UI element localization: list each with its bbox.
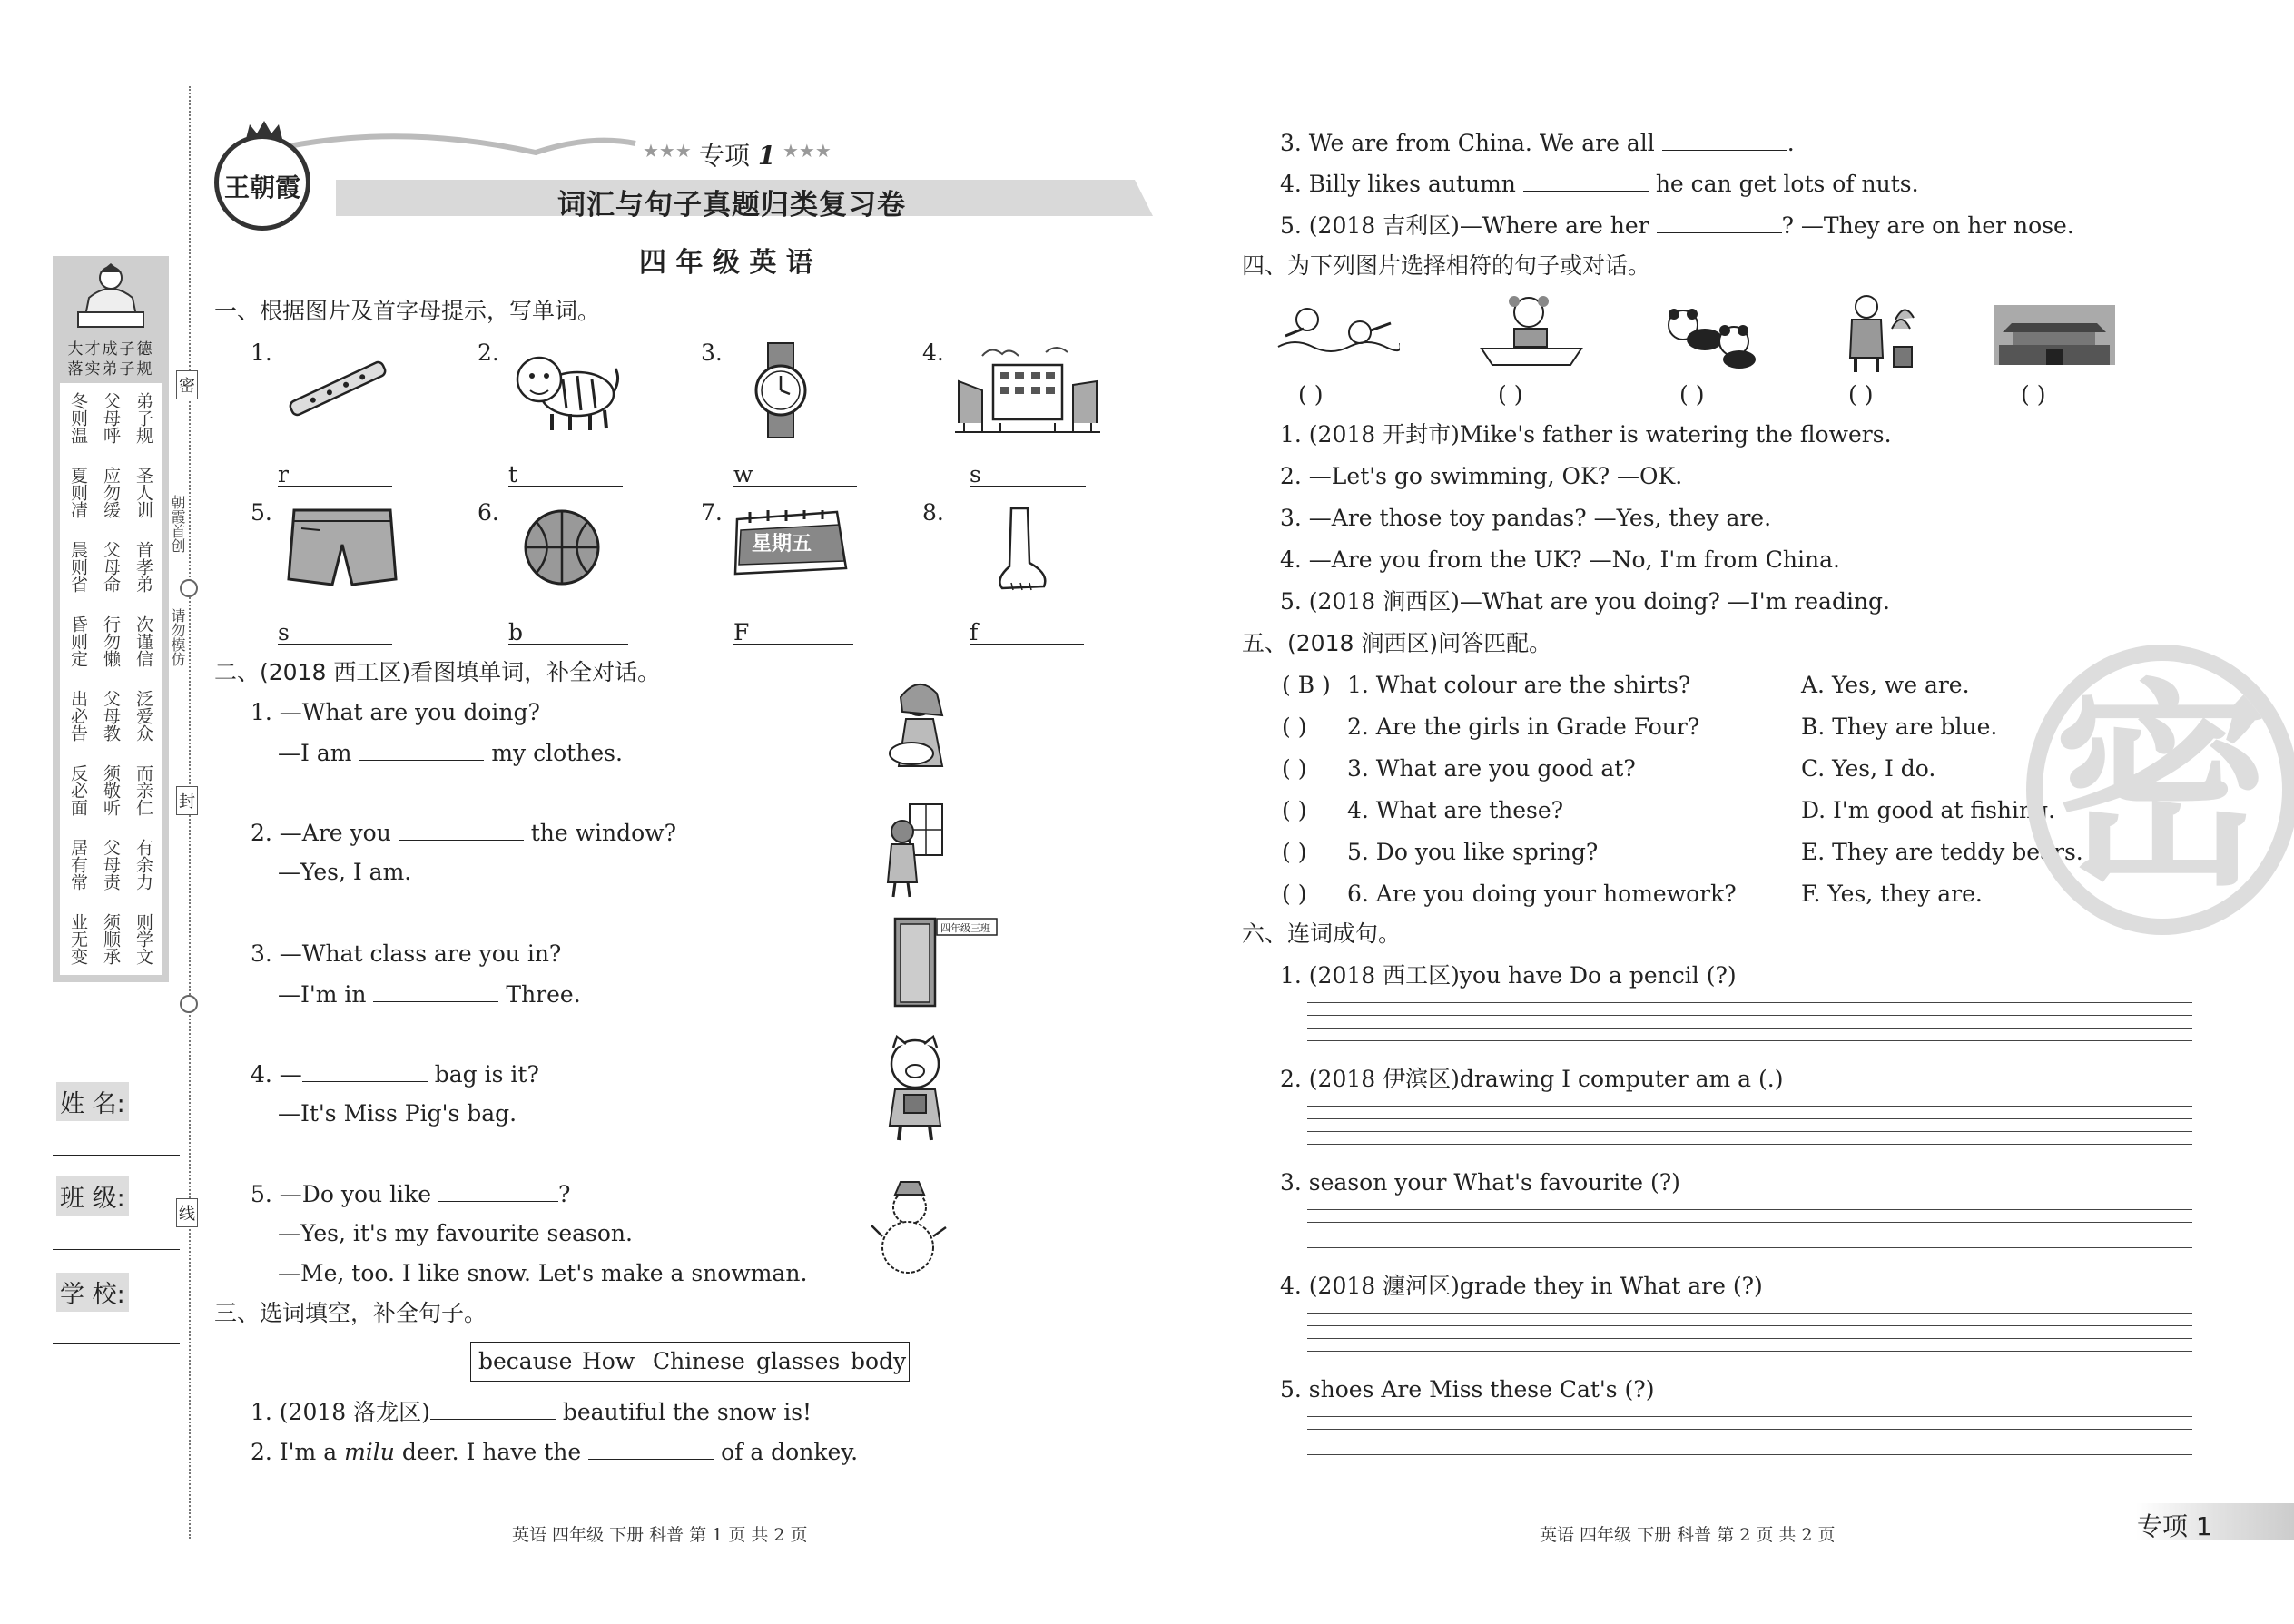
copyright-note bbox=[169, 608, 185, 666]
foot-icon bbox=[993, 507, 1051, 597]
question-text: 1. What colour are the shirts? bbox=[1347, 672, 1691, 698]
question-paren[interactable]: ( ) bbox=[1282, 881, 1307, 907]
girl-reading-icon bbox=[1480, 292, 1583, 372]
maxim: 冬则温 bbox=[68, 392, 88, 444]
girl-washing-icon bbox=[882, 679, 959, 781]
page-footer-right: 英语 四年级 下册 科普 第 2 页 共 2 页 bbox=[1540, 1525, 1836, 1545]
series-stars-right: ★★★ bbox=[783, 140, 832, 162]
dialog-text: —I'm in bbox=[278, 981, 367, 1008]
maxim: 夏则凊 bbox=[68, 467, 88, 518]
answer-blank[interactable] bbox=[359, 741, 484, 761]
dialog-line bbox=[278, 982, 581, 1006]
seal-char: 线 bbox=[176, 1198, 198, 1227]
sentence-italic: milu bbox=[344, 1439, 395, 1465]
sentence-text: 3. We are from China. We are all bbox=[1280, 130, 1655, 156]
writing-lines[interactable] bbox=[1307, 1002, 2192, 1051]
seal-char: 封 bbox=[176, 786, 198, 815]
section-2-heading: 二、(2018 西工区)看图填单词，补全对话。 bbox=[214, 659, 661, 685]
answer-paren[interactable]: ( ) bbox=[1498, 381, 1523, 408]
question-text: 5. Do you like spring? bbox=[1347, 839, 1599, 865]
class-label: 班 级: bbox=[56, 1176, 129, 1216]
sentence-text: ? —They are on her nose. bbox=[1781, 212, 2074, 239]
man-watering-flowers-icon bbox=[1837, 292, 1917, 374]
word-bank-word: glasses bbox=[756, 1348, 841, 1374]
maxim: 居有常 bbox=[68, 839, 88, 891]
series-text: 专项 bbox=[699, 141, 751, 171]
fill-sentence bbox=[251, 1440, 858, 1463]
question-paren[interactable]: ( ) bbox=[1282, 839, 1307, 865]
confidential-watermark bbox=[2026, 645, 2294, 935]
answer-blank[interactable] bbox=[302, 1062, 428, 1082]
shorts-icon bbox=[287, 505, 398, 588]
match-sentence: 5. (2018 涧西区)—What are you doing? —I'm reading. bbox=[1280, 588, 1890, 615]
answer-option: E. They are teddy bears. bbox=[1801, 839, 2083, 865]
maxim: 次谨信 bbox=[133, 615, 153, 667]
fill-sentence bbox=[1280, 131, 1795, 154]
page-footer-left: 英语 四年级 下册 科普 第 1 页 共 2 页 bbox=[512, 1525, 808, 1545]
sentence-text: he can get lots of nuts. bbox=[1655, 171, 1919, 197]
first-letter: b bbox=[508, 619, 524, 645]
first-letter: r bbox=[278, 461, 289, 487]
answer-blank[interactable] bbox=[733, 621, 853, 645]
answer-blank[interactable] bbox=[399, 821, 524, 841]
answer-blank[interactable] bbox=[1523, 172, 1649, 192]
school-label: 学 校: bbox=[56, 1273, 129, 1312]
section-5-heading: 五、(2018 涧西区)问答匹配。 bbox=[1242, 630, 1552, 656]
word-bank bbox=[470, 1342, 910, 1382]
answer-blank[interactable] bbox=[508, 463, 623, 487]
answer-blank[interactable] bbox=[508, 621, 628, 645]
first-letter: f bbox=[970, 619, 979, 645]
word-order-prompt: 4. (2018 瀍河区)grade they in What are (?) bbox=[1280, 1273, 1763, 1299]
dialog-line: —It's Miss Pig's bag. bbox=[278, 1100, 517, 1127]
item-number: 8. bbox=[922, 499, 944, 526]
copyright-note bbox=[169, 495, 185, 553]
writing-lines[interactable] bbox=[1307, 1209, 2192, 1258]
answer-paren[interactable]: ( ) bbox=[1848, 381, 1874, 408]
answer-blank[interactable] bbox=[373, 982, 498, 1002]
maxim: 业无变 bbox=[68, 913, 88, 965]
question-text: 3. What are you good at? bbox=[1347, 755, 1636, 782]
maxim: 须顺承 bbox=[101, 913, 121, 965]
dialog-text: 4. — bbox=[251, 1061, 302, 1088]
watermark-char: 密 bbox=[2053, 661, 2271, 915]
sidebar-panel bbox=[53, 256, 169, 982]
sentence-text: 4. Billy likes autumn bbox=[1280, 171, 1516, 197]
question-paren[interactable]: ( ) bbox=[1282, 714, 1307, 740]
match-sentence: 1. (2018 开封市)Mike's father is watering the flowers. bbox=[1280, 421, 1892, 448]
copyright-note-1: 朝霞首创 bbox=[169, 495, 186, 553]
maxim: 反必面 bbox=[68, 764, 88, 816]
maxim: 应勿缓 bbox=[101, 467, 121, 518]
word-order-prompt: 3. season your What's favourite (?) bbox=[1280, 1169, 1680, 1196]
item-number: 4. bbox=[922, 340, 944, 366]
answer-blank[interactable] bbox=[430, 1400, 556, 1420]
dialog-text: 2. —Are you bbox=[251, 820, 391, 846]
dialog-line: —Yes, it's my favourite season. bbox=[278, 1220, 633, 1246]
dialog-line: 1. —What are you doing? bbox=[251, 699, 540, 725]
maxim: 而亲仁 bbox=[133, 764, 153, 816]
binding-hole bbox=[180, 579, 198, 597]
answer-option: A. Yes, we are. bbox=[1801, 672, 1970, 698]
scholar-illustration bbox=[73, 261, 149, 334]
answer-blank[interactable] bbox=[278, 621, 392, 645]
word-order-prompt: 2. (2018 伊滨区)drawing I computer am a (.) bbox=[1280, 1066, 1784, 1092]
motto-line-2: 落实弟子规 bbox=[67, 360, 154, 379]
writing-lines[interactable] bbox=[1307, 1106, 2192, 1155]
first-letter: t bbox=[508, 461, 518, 487]
maxim: 父母教 bbox=[101, 690, 121, 742]
answer-blank[interactable] bbox=[1662, 131, 1787, 151]
maxim: 有余力 bbox=[133, 839, 153, 891]
dialog-line: —Me, too. I like snow. Let's make a snowman. bbox=[278, 1260, 808, 1286]
answer-paren[interactable]: ( ) bbox=[2021, 381, 2046, 408]
question-paren[interactable]: ( ) bbox=[1282, 797, 1307, 823]
dialog-text: bag is it? bbox=[434, 1061, 539, 1088]
maxim: 父母责 bbox=[101, 839, 121, 891]
dialog-text: —I am bbox=[278, 740, 352, 766]
girl-cleaning-window-icon bbox=[877, 801, 946, 901]
maxim: 首孝弟 bbox=[133, 541, 153, 593]
answer-blank[interactable] bbox=[970, 621, 1084, 645]
swimming-kids-icon bbox=[1276, 296, 1400, 369]
series-stars-left: ★★★ bbox=[643, 140, 692, 162]
question-text: 2. Are the girls in Grade Four? bbox=[1347, 714, 1700, 740]
maxim: 父母命 bbox=[101, 541, 121, 593]
item-number: 6. bbox=[478, 499, 499, 526]
answer-blank[interactable] bbox=[588, 1440, 714, 1460]
watch-icon bbox=[752, 341, 810, 439]
sentence-text: 5. (2018 吉利区)—Where are her bbox=[1280, 212, 1649, 239]
section-4-heading: 四、为下列图片选择相符的句子或对话。 bbox=[1242, 252, 1651, 279]
maxim: 泛爱众 bbox=[133, 690, 153, 742]
dialog-line bbox=[278, 741, 623, 764]
first-letter: w bbox=[733, 461, 753, 487]
word-order-prompt: 1. (2018 西工区)you have Do a pencil (?) bbox=[1280, 962, 1737, 989]
seal-char: 密 bbox=[176, 370, 198, 399]
pig-with-bag-icon bbox=[877, 1035, 953, 1144]
snowman-icon bbox=[870, 1180, 948, 1275]
match-sentence: 3. —Are those toy pandas? —Yes, they are. bbox=[1280, 505, 1772, 531]
page-title: 词汇与句子真题归类复习卷 bbox=[557, 189, 906, 221]
question-paren[interactable]: ( B ) bbox=[1282, 672, 1331, 698]
item-number: 1. bbox=[251, 340, 272, 366]
dialog-line bbox=[251, 821, 676, 844]
item-number: 2. bbox=[478, 340, 499, 366]
dialog-line: 3. —What class are you in? bbox=[251, 940, 562, 967]
match-sentence: 2. —Let's go swimming, OK? —OK. bbox=[1280, 463, 1683, 489]
school-icon bbox=[955, 345, 1100, 436]
fill-sentence bbox=[1280, 172, 1919, 195]
class-field[interactable] bbox=[53, 1249, 180, 1250]
section-6-heading: 六、连词成句。 bbox=[1242, 920, 1402, 947]
name-label: 姓 名: bbox=[56, 1082, 129, 1121]
question-text: 4. What are these? bbox=[1347, 797, 1564, 823]
fill-sentence bbox=[251, 1400, 812, 1423]
sentence-text: deer. I have the bbox=[401, 1439, 582, 1465]
sentence-text: of a donkey. bbox=[721, 1439, 859, 1465]
answer-blank[interactable] bbox=[278, 463, 392, 487]
writing-lines[interactable] bbox=[1307, 1313, 2192, 1362]
item-number: 5. bbox=[251, 499, 272, 526]
sentence-text: beautiful the snow is! bbox=[562, 1399, 812, 1425]
answer-blank[interactable] bbox=[1657, 213, 1782, 233]
tiger-icon bbox=[508, 343, 621, 434]
toy-pandas-icon bbox=[1661, 303, 1759, 372]
maxim: 则学文 bbox=[133, 913, 153, 965]
sentence-text: 2. I'm a bbox=[251, 1439, 338, 1465]
word-bank-word: How bbox=[582, 1348, 635, 1374]
dialog-line bbox=[251, 1062, 539, 1086]
maxim: 圣人训 bbox=[133, 467, 153, 518]
question-text: 6. Are you doing your homework? bbox=[1347, 881, 1737, 907]
sentence-text: . bbox=[1787, 130, 1795, 156]
page-subtitle: 四 年 级 英 语 bbox=[639, 247, 813, 279]
answer-option: D. I'm good at fishing. bbox=[1801, 797, 2056, 823]
section-3-heading: 三、选词填空，补全句子。 bbox=[214, 1300, 487, 1326]
maxim: 晨则省 bbox=[68, 541, 88, 593]
school-field[interactable] bbox=[53, 1343, 180, 1344]
footer-tag-text: 专项 1 bbox=[2137, 1511, 2212, 1541]
dialog-line bbox=[251, 1182, 570, 1206]
answer-blank[interactable] bbox=[438, 1182, 558, 1202]
classroom-door-icon bbox=[891, 915, 1000, 1009]
answer-option: B. They are blue. bbox=[1801, 714, 1998, 740]
fill-sentence bbox=[1280, 213, 2074, 237]
maxims-box bbox=[60, 383, 162, 975]
writing-lines[interactable] bbox=[1307, 1416, 2192, 1465]
door-sign-text: 四年级三班 bbox=[940, 922, 990, 934]
item-number: 3. bbox=[701, 340, 723, 366]
maxim: 须敬听 bbox=[101, 764, 121, 816]
maxim: 弟子规 bbox=[133, 392, 153, 444]
dialog-text: Three. bbox=[506, 981, 581, 1008]
motto-line-1: 大才成子德 bbox=[67, 340, 154, 359]
first-letter: F bbox=[733, 619, 750, 645]
maxim: 父母呼 bbox=[101, 392, 121, 444]
logo-text: 王朝霞 bbox=[223, 172, 300, 202]
dialog-line: —Yes, I am. bbox=[278, 859, 412, 885]
series-label bbox=[699, 136, 775, 172]
calendar-friday-icon bbox=[732, 508, 850, 577]
calendar-text: 星期五 bbox=[752, 533, 812, 556]
dialog-text: the window? bbox=[530, 820, 676, 846]
answer-paren[interactable]: ( ) bbox=[1298, 381, 1324, 408]
dialog-text: ? bbox=[557, 1181, 571, 1207]
answer-paren[interactable]: ( ) bbox=[1679, 381, 1705, 408]
first-letter: s bbox=[278, 619, 290, 645]
first-letter: s bbox=[970, 461, 981, 487]
question-paren[interactable]: ( ) bbox=[1282, 755, 1307, 782]
section-1-heading: 一、根据图片及首字母提示，写单词。 bbox=[214, 298, 601, 324]
word-bank-word: Chinese bbox=[653, 1348, 745, 1374]
answer-option: C. Yes, I do. bbox=[1801, 755, 1936, 782]
copyright-note-2: 请勿模仿 bbox=[169, 608, 186, 666]
maxim: 行勿懒 bbox=[101, 615, 121, 667]
recorder-icon bbox=[283, 352, 392, 425]
footer-series-tag bbox=[2097, 1503, 2294, 1540]
word-order-prompt: 5. shoes Are Miss these Cat's (?) bbox=[1280, 1376, 1655, 1403]
logo-badge bbox=[214, 134, 310, 231]
answer-blank[interactable] bbox=[970, 463, 1086, 487]
maxim: 昏则定 bbox=[68, 615, 88, 667]
answer-option: F. Yes, they are. bbox=[1801, 881, 1983, 907]
match-sentence: 4. —Are you from the UK? —No, I'm from China. bbox=[1280, 546, 1840, 573]
basketball-icon bbox=[521, 507, 603, 588]
dialog-text: 5. —Do you like bbox=[251, 1181, 431, 1207]
word-bank-word: body bbox=[851, 1348, 907, 1374]
maxim: 出必告 bbox=[68, 690, 88, 742]
binding-hole bbox=[180, 995, 198, 1013]
name-field[interactable] bbox=[53, 1155, 180, 1156]
dialog-text: my clothes. bbox=[491, 740, 623, 766]
tiananmen-icon bbox=[1994, 305, 2115, 365]
sentence-text: 1. (2018 洛龙区) bbox=[251, 1399, 430, 1425]
series-number: 1 bbox=[757, 141, 776, 171]
answer-blank[interactable] bbox=[733, 463, 857, 487]
item-number: 7. bbox=[701, 499, 723, 526]
word-bank-word: because bbox=[478, 1348, 573, 1374]
